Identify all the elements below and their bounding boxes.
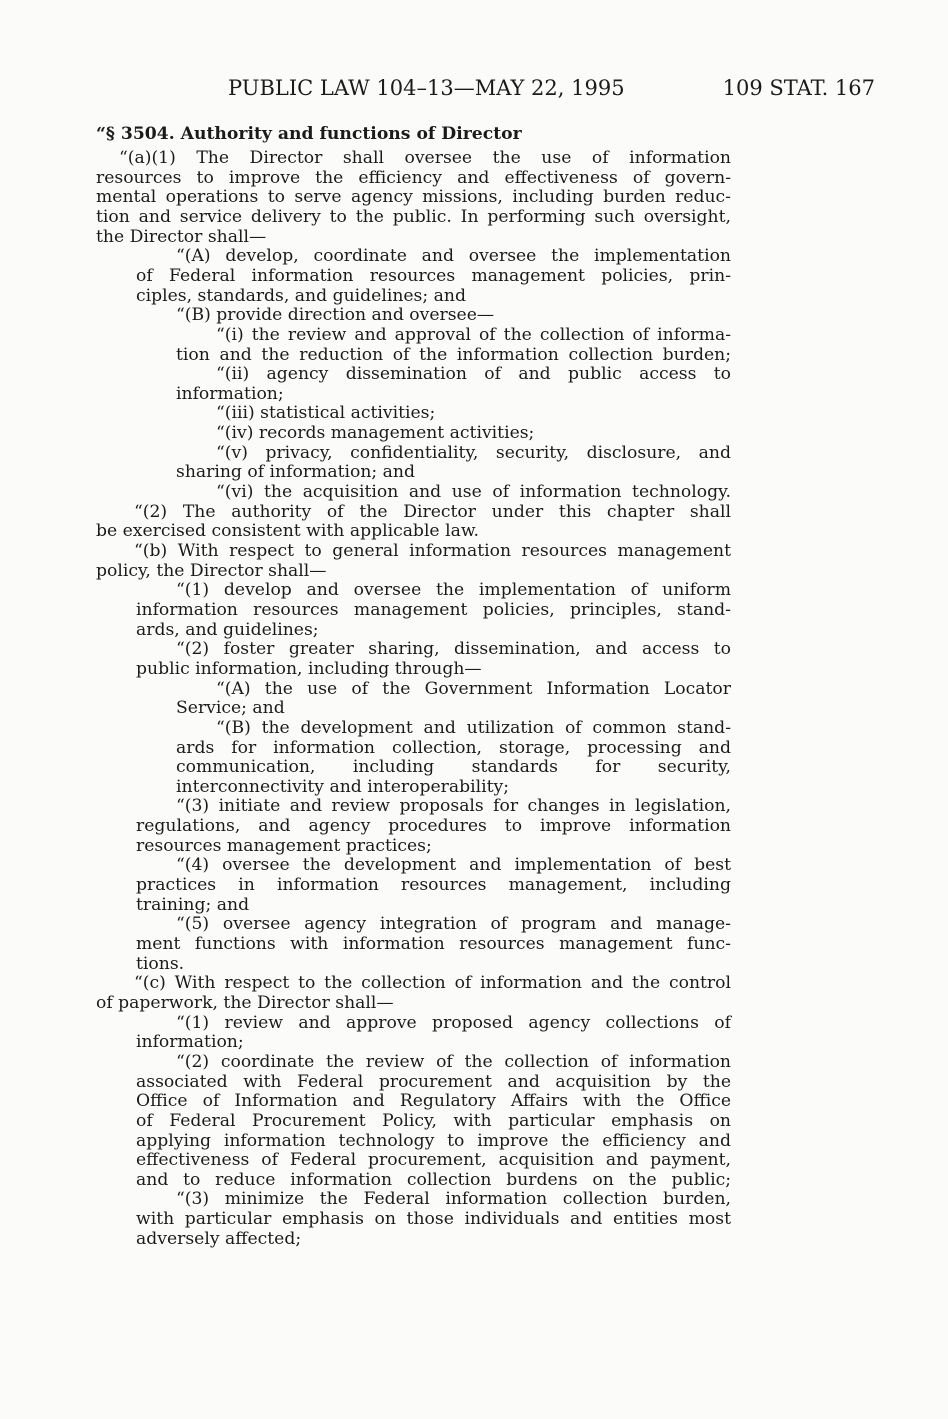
text-line: Service; and xyxy=(176,698,285,719)
text-line: mental operations to serve agency missions, including burden reduc- xyxy=(96,187,731,208)
section-heading: “§ 3504. Authority and functions of Director xyxy=(96,124,522,144)
text-line: information; xyxy=(176,383,284,404)
text-line: “(b) With respect to general information resources management xyxy=(134,541,731,561)
text-line: of Federal information resources management policies, prin- xyxy=(136,265,731,286)
text-line: “(4) oversee the development and implementation of best xyxy=(176,855,731,876)
text-line: resources management practices; xyxy=(136,835,432,856)
text-line: “(3) minimize the Federal information collection burden, xyxy=(176,1189,731,1210)
text-line: associated with Federal procurement and acquisition by the xyxy=(136,1071,731,1092)
text-line: information resources management policies, principles, stand- xyxy=(136,599,731,620)
text-line: be exercised consistent with applicable law. xyxy=(96,521,479,542)
text-line: “(v) privacy, confidentiality, security, disclosure, and xyxy=(216,442,731,463)
text-line: ards, and guidelines; xyxy=(136,619,319,640)
text-line: “(iv) records management activities; xyxy=(216,423,535,444)
text-line: “(2) foster greater sharing, dissemination, and access to xyxy=(176,639,731,660)
text-line: “(c) With respect to the collection of information and the control xyxy=(134,973,731,994)
text-line: ards for information collection, storage, processing and xyxy=(176,737,731,758)
text-line: ciples, standards, and guidelines; and xyxy=(136,285,466,306)
text-line: “(1) develop and oversee the implementation of uniform xyxy=(176,580,731,601)
text-line: “(3) initiate and review proposals for changes in legislation, xyxy=(176,796,731,817)
text-line: “(2) The authority of the Director under this chapter shall xyxy=(134,501,731,522)
text-line: applying information technology to improve the efficiency and xyxy=(136,1130,731,1151)
text-line: with particular emphasis on those individuals and entities most xyxy=(136,1209,731,1230)
text-line: “(1) review and approve proposed agency collections of xyxy=(176,1012,731,1033)
text-line: tions. xyxy=(136,953,185,974)
text-line: “(i) the review and approval of the collection of informa- xyxy=(216,324,731,345)
text-line: “(a)(1) The Director shall oversee the use of information xyxy=(119,148,731,168)
text-line: interconnectivity and interoperability; xyxy=(176,776,509,797)
text-line: regulations, and agency procedures to improve information xyxy=(136,816,731,837)
header-title: PUBLIC LAW 104–13—MAY 22, 1995 xyxy=(228,76,625,100)
text-line: ment functions with information resources management func- xyxy=(136,934,731,954)
running-head xyxy=(140,76,875,106)
stat-page-number: 109 STAT. 167 xyxy=(722,76,875,100)
text-line: practices in information resources management, including xyxy=(136,875,731,896)
text-line: tion and service delivery to the public. In performing such oversight, xyxy=(96,206,731,227)
text-line: “(B) provide direction and oversee— xyxy=(176,305,495,326)
text-line: effectiveness of Federal procurement, acquisition and payment, xyxy=(136,1150,731,1171)
text-line: “(5) oversee agency integration of program and manage- xyxy=(176,914,731,935)
text-line: of paperwork, the Director shall— xyxy=(96,992,394,1013)
text-line: policy, the Director shall— xyxy=(96,560,327,581)
text-line: communication, including standards for security, xyxy=(176,757,731,778)
text-line: public information, including through— xyxy=(136,658,482,679)
text-line: “(B) the development and utilization of common stand- xyxy=(216,717,731,738)
text-line: and to reduce information collection burdens on the public; xyxy=(136,1169,731,1190)
text-line: adversely affected; xyxy=(136,1228,302,1249)
text-line: “(iii) statistical activities; xyxy=(216,403,436,424)
text-line: tion and the reduction of the information collection burden; xyxy=(176,344,731,365)
text-line: of Federal Procurement Policy, with particular emphasis on xyxy=(136,1110,731,1131)
text-line: training; and xyxy=(136,894,250,915)
text-line: resources to improve the efficiency and effectiveness of govern- xyxy=(96,167,731,188)
text-line: “(ii) agency dissemination of and public access to xyxy=(216,364,731,385)
text-line: Office of Information and Regulatory Affairs with the Office xyxy=(136,1091,731,1112)
text-line: “(2) coordinate the review of the collection of information xyxy=(176,1051,731,1072)
text-line: information; xyxy=(136,1032,244,1053)
text-line: sharing of information; and xyxy=(176,462,415,483)
text-line: the Director shall— xyxy=(96,226,267,247)
text-line: “(vi) the acquisition and use of information technology. xyxy=(216,482,731,503)
text-line: “(A) develop, coordinate and oversee the implementation xyxy=(176,246,731,267)
text-line: “(A) the use of the Government Information Locator xyxy=(216,678,731,699)
